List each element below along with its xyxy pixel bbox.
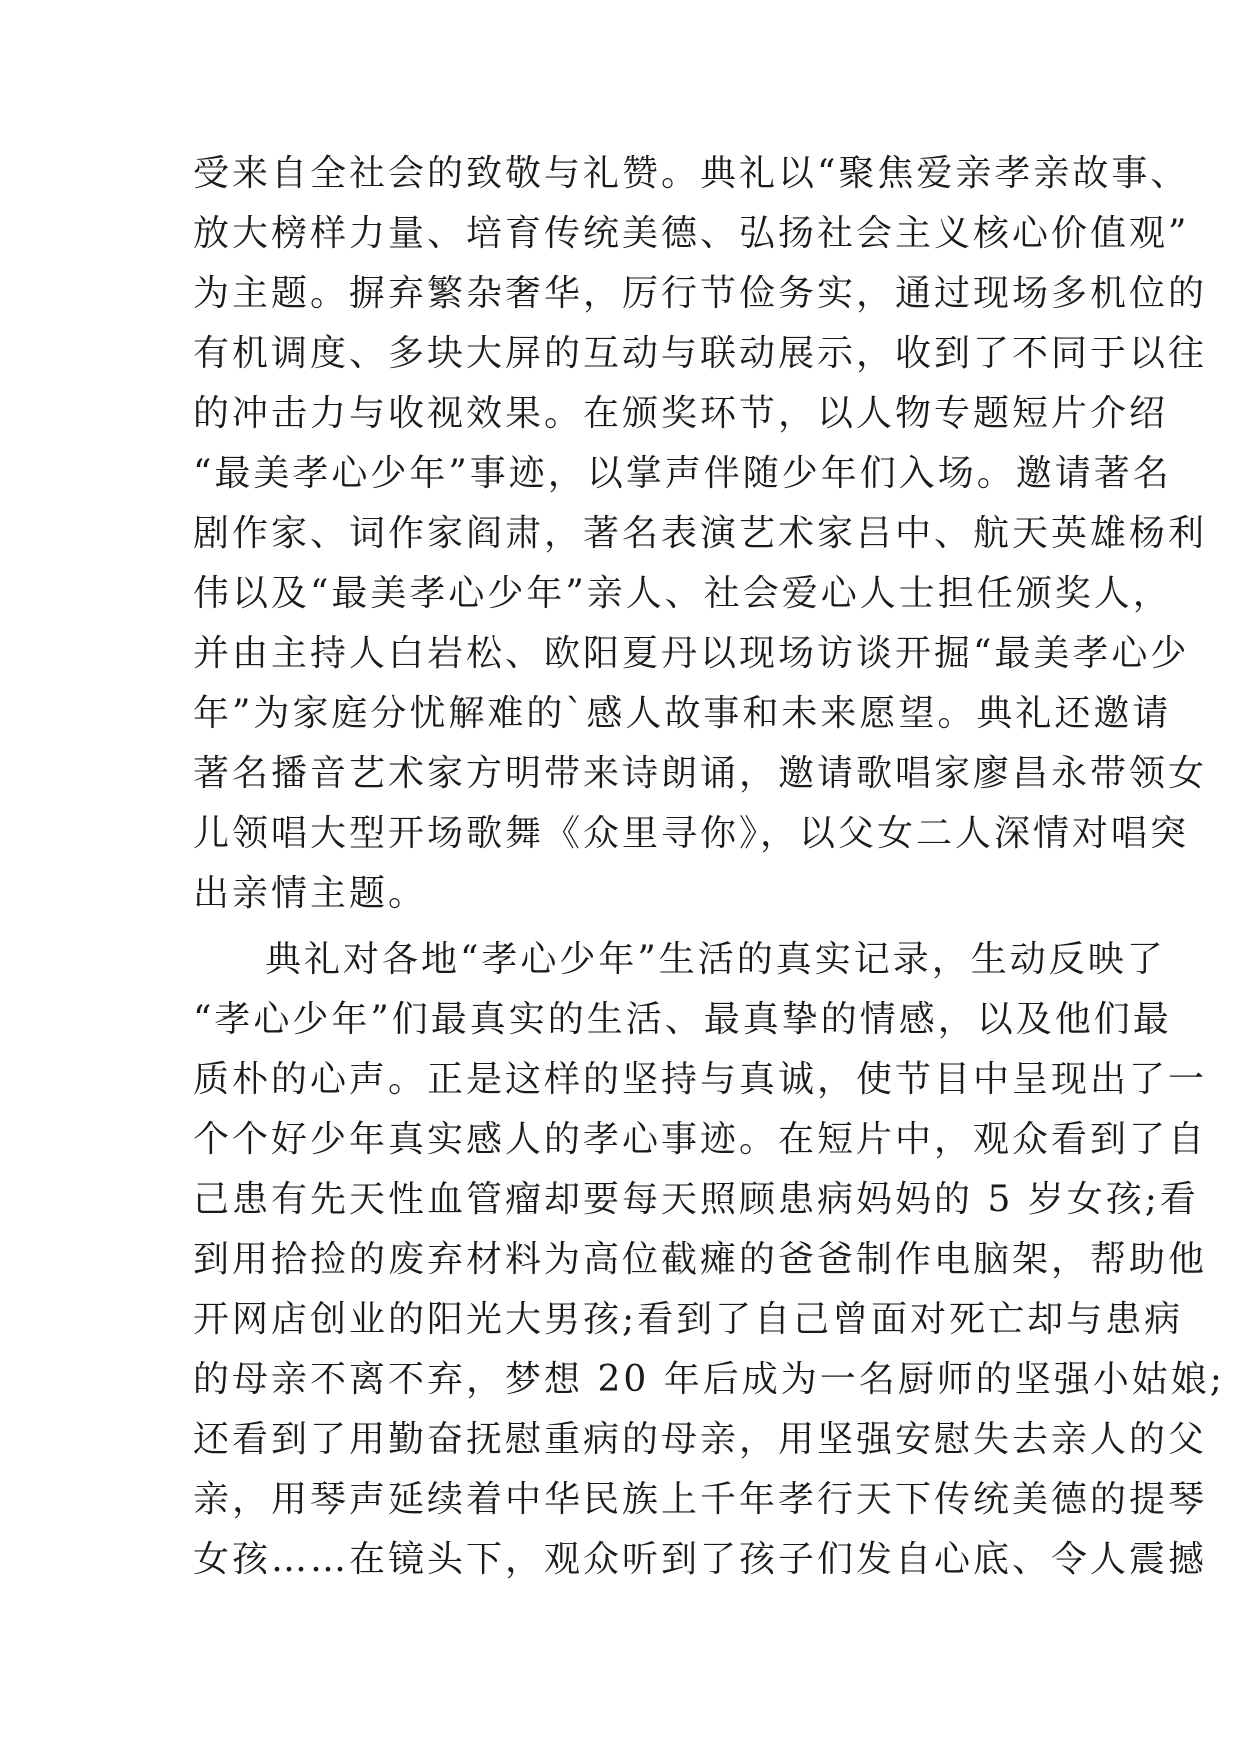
text-line: 并由主持人白岩松、欧阳夏丹以现场访谈开掘“最美孝心少 — [193, 633, 1190, 674]
text-line: “孝心少年”们最真实的生活、最真挚的情感，以及他们最 — [193, 999, 1172, 1040]
text-line: 儿领唱大型开场歌舞《众里寻你》，以父女二人深情对唱突 — [193, 813, 1190, 854]
text-line: 放大榜样力量、培育传统美德、弘扬社会主义核心价值观” — [193, 213, 1190, 254]
text-line: 到用拾捡的废弃材料为高位截瘫的爸爸制作电脑架，帮助他 — [193, 1239, 1208, 1280]
text-line: 己患有先天性血管瘤却要每天照顾患病妈妈的 5 岁女孩;看 — [193, 1179, 1199, 1220]
text-line: 剧作家、词作家阎肃，著名表演艺术家吕中、航天英雄杨利 — [193, 513, 1208, 554]
text-line: 女孩……在镜头下，观众听到了孩子们发自心底、令人震撼 — [193, 1539, 1208, 1580]
text-line: 受来自全社会的致敬与礼赞。典礼以“聚焦爱亲孝亲故事、 — [193, 153, 1190, 194]
text-line: 年”为家庭分忧解难的`感人故事和未来愿望。典礼还邀请 — [193, 693, 1172, 734]
text-line: 出亲情主题。 — [193, 873, 428, 914]
text-line: 典礼对各地“孝心少年”生活的真实记录，生动反映了 — [265, 939, 1166, 980]
text-line: 的母亲不离不弃，梦想 20 年后成为一名厨师的坚强小姑娘; — [193, 1359, 1225, 1400]
text-line: “最美孝心少年”事迹，以掌声伴随少年们入场。邀请著名 — [193, 453, 1172, 494]
text-line: 的冲击力与收视效果。在颁奖环节，以人物专题短片介绍 — [193, 393, 1169, 434]
paragraph-2 — [193, 930, 1225, 1590]
paragraph-1 — [193, 144, 1208, 924]
text-line: 开网店创业的阳光大男孩;看到了自己曾面对死亡却与患病 — [193, 1299, 1184, 1340]
text-line: 亲，用琴声延续着中华民族上千年孝行天下传统美德的提琴 — [193, 1479, 1208, 1520]
text-line: 个个好少年真实感人的孝心事迹。在短片中，观众看到了自 — [193, 1119, 1208, 1160]
text-line: 有机调度、多块大屏的互动与联动展示，收到了不同于以往 — [193, 333, 1208, 374]
text-line: 质朴的心声。正是这样的坚持与真诚，使节目中呈现出了一 — [193, 1059, 1208, 1100]
text-line: 著名播音艺术家方明带来诗朗诵，邀请歌唱家廖昌永带领女 — [193, 753, 1208, 794]
text-line: 还看到了用勤奋抚慰重病的母亲，用坚强安慰失去亲人的父 — [193, 1419, 1208, 1460]
body-text — [193, 144, 1225, 1590]
text-line: 为主题。摒弃繁杂奢华，厉行节俭务实，通过现场多机位的 — [193, 273, 1208, 314]
text-line: 伟以及“最美孝心少年”亲人、社会爱心人士担任颁奖人， — [193, 573, 1172, 614]
